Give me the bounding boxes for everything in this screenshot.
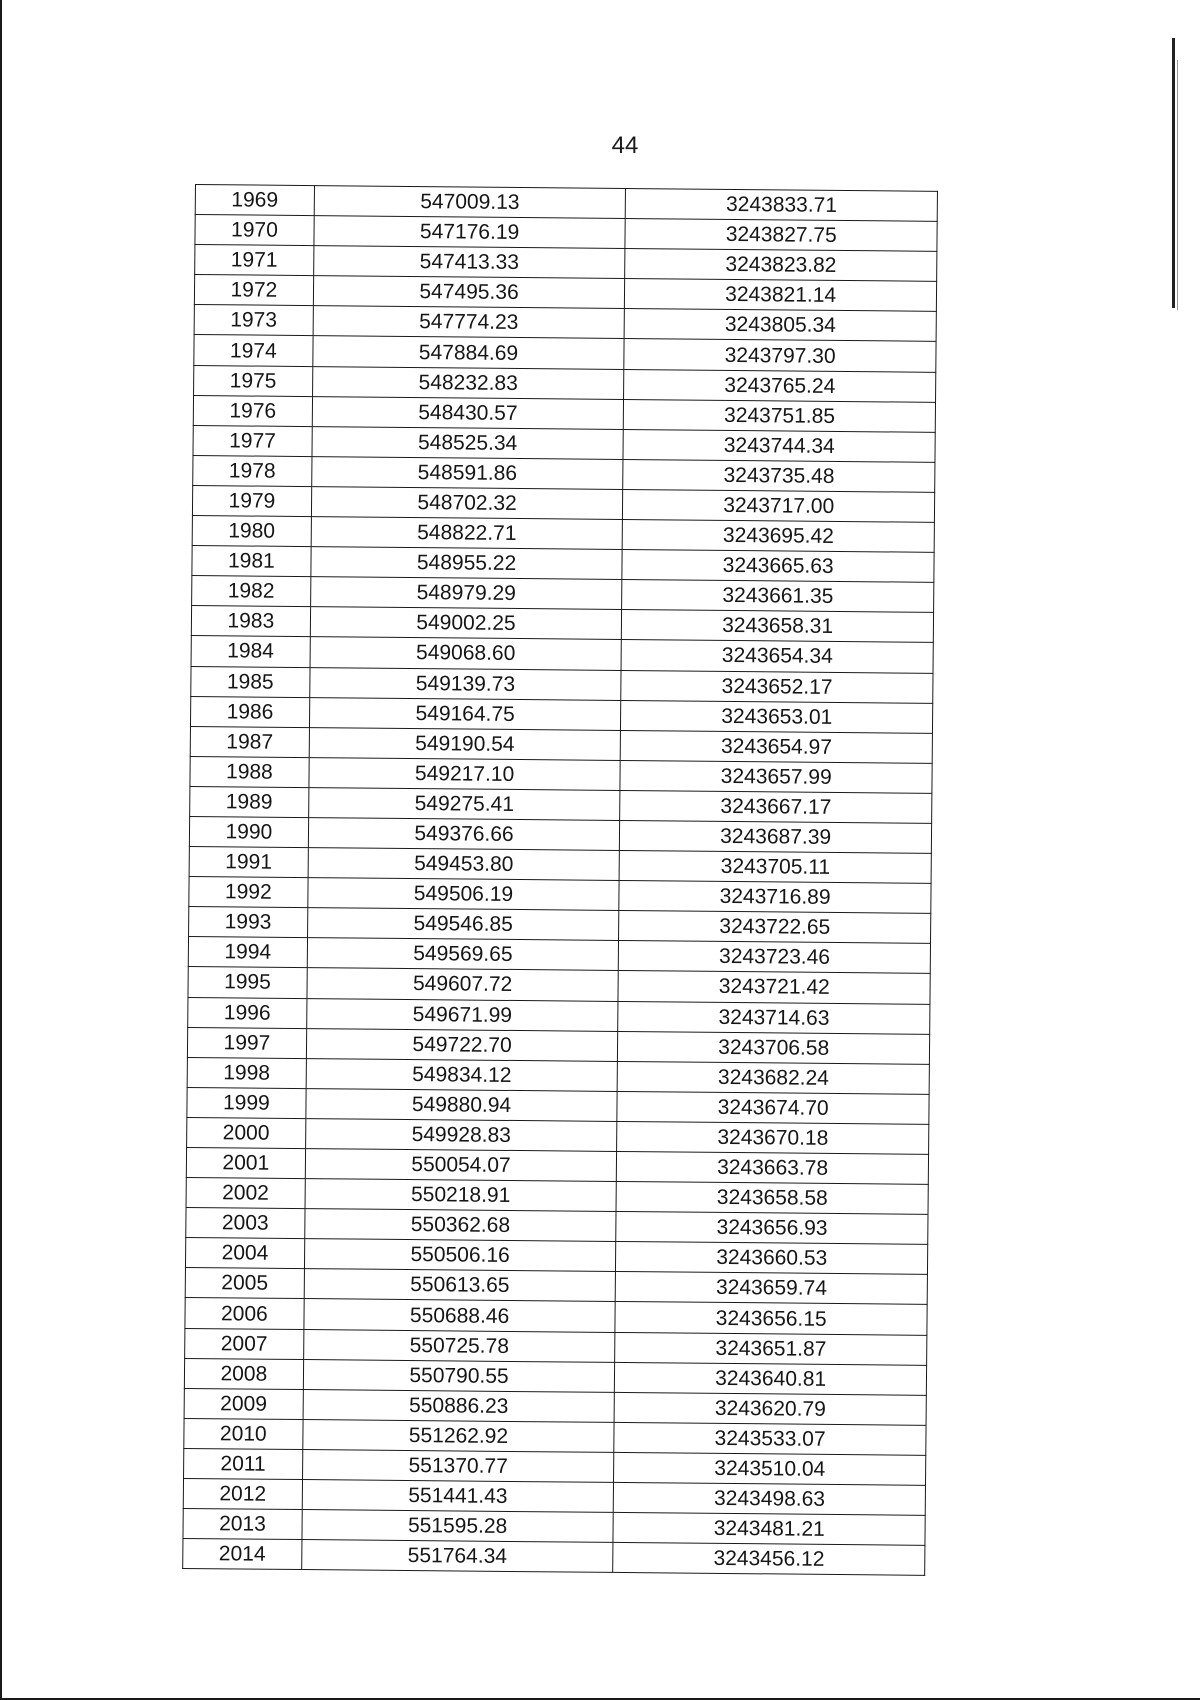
year-cell: 1971 bbox=[195, 245, 314, 276]
x-coordinate-cell: 550218.91 bbox=[305, 1179, 617, 1212]
y-coordinate-cell: 3243654.34 bbox=[621, 640, 933, 673]
year-cell: 1994 bbox=[188, 937, 307, 968]
x-coordinate-cell: 549928.83 bbox=[305, 1118, 617, 1151]
x-coordinate-cell: 549068.60 bbox=[310, 637, 622, 670]
year-cell: 1995 bbox=[188, 967, 307, 998]
y-coordinate-cell: 3243723.46 bbox=[619, 941, 931, 974]
y-coordinate-cell: 3243716.89 bbox=[619, 881, 931, 914]
y-coordinate-cell: 3243533.07 bbox=[614, 1422, 926, 1455]
y-coordinate-cell: 3243660.53 bbox=[616, 1242, 928, 1275]
year-cell: 1996 bbox=[188, 997, 307, 1028]
x-coordinate-cell: 550054.07 bbox=[305, 1149, 617, 1182]
year-cell: 1973 bbox=[194, 305, 313, 336]
x-coordinate-cell: 549190.54 bbox=[309, 727, 621, 760]
x-coordinate-cell: 551370.77 bbox=[302, 1449, 614, 1482]
y-coordinate-cell: 3243670.18 bbox=[617, 1121, 929, 1154]
x-coordinate-cell: 548232.83 bbox=[312, 366, 624, 399]
x-coordinate-cell: 551262.92 bbox=[303, 1419, 615, 1452]
x-coordinate-cell: 549002.25 bbox=[310, 607, 622, 640]
year-cell: 2009 bbox=[184, 1388, 303, 1419]
x-coordinate-cell: 548955.22 bbox=[311, 547, 623, 580]
x-coordinate-cell: 550790.55 bbox=[303, 1359, 615, 1392]
year-cell: 2000 bbox=[187, 1117, 306, 1148]
x-coordinate-cell: 547009.13 bbox=[314, 186, 626, 219]
y-coordinate-cell: 3243833.71 bbox=[626, 188, 938, 221]
x-coordinate-cell: 551595.28 bbox=[302, 1510, 614, 1543]
x-coordinate-cell: 548702.32 bbox=[311, 487, 623, 520]
x-coordinate-cell: 549546.85 bbox=[307, 908, 619, 941]
x-coordinate-cell: 550886.23 bbox=[303, 1389, 615, 1422]
x-coordinate-cell: 550688.46 bbox=[304, 1299, 616, 1332]
y-coordinate-cell: 3243663.78 bbox=[617, 1151, 929, 1184]
y-coordinate-cell: 3243751.85 bbox=[624, 399, 936, 432]
x-coordinate-cell: 549217.10 bbox=[309, 757, 621, 790]
x-coordinate-cell: 548430.57 bbox=[312, 396, 624, 429]
year-cell: 1975 bbox=[194, 365, 313, 396]
y-coordinate-cell: 3243656.93 bbox=[616, 1212, 928, 1245]
year-cell: 2011 bbox=[184, 1448, 303, 1479]
year-cell: 1985 bbox=[191, 666, 310, 697]
y-coordinate-cell: 3243722.65 bbox=[619, 911, 931, 944]
y-coordinate-cell: 3243665.63 bbox=[622, 550, 934, 583]
y-coordinate-cell: 3243657.99 bbox=[620, 760, 932, 793]
y-coordinate-cell: 3243682.24 bbox=[617, 1061, 929, 1094]
x-coordinate-cell: 551441.43 bbox=[302, 1480, 614, 1513]
year-cell: 1983 bbox=[191, 606, 310, 637]
y-coordinate-cell: 3243658.58 bbox=[616, 1182, 928, 1215]
y-coordinate-cell: 3243652.17 bbox=[621, 670, 933, 703]
year-cell: 1974 bbox=[194, 335, 313, 366]
y-coordinate-cell: 3243721.42 bbox=[618, 971, 930, 1004]
y-coordinate-cell: 3243706.58 bbox=[618, 1031, 930, 1064]
y-coordinate-cell: 3243827.75 bbox=[625, 219, 937, 252]
coordinate-table bbox=[182, 184, 938, 1576]
x-coordinate-cell: 549671.99 bbox=[306, 998, 618, 1031]
x-coordinate-cell: 548525.34 bbox=[312, 426, 624, 459]
y-coordinate-cell: 3243797.30 bbox=[624, 339, 936, 372]
y-coordinate-cell: 3243714.63 bbox=[618, 1001, 930, 1034]
y-coordinate-cell: 3243640.81 bbox=[615, 1362, 927, 1395]
year-cell: 1981 bbox=[192, 546, 311, 577]
year-cell: 1978 bbox=[193, 455, 312, 486]
x-coordinate-cell: 549569.65 bbox=[307, 938, 619, 971]
year-cell: 2008 bbox=[184, 1358, 303, 1389]
y-coordinate-cell: 3243659.74 bbox=[616, 1272, 928, 1305]
y-coordinate-cell: 3243695.42 bbox=[622, 520, 934, 553]
x-coordinate-cell: 549834.12 bbox=[306, 1058, 618, 1091]
year-cell: 1992 bbox=[189, 877, 308, 908]
y-coordinate-cell: 3243821.14 bbox=[625, 279, 937, 312]
y-coordinate-cell: 3243481.21 bbox=[613, 1513, 925, 1546]
x-coordinate-cell: 550362.68 bbox=[304, 1209, 616, 1242]
x-coordinate-cell: 549607.72 bbox=[307, 968, 619, 1001]
y-coordinate-cell: 3243651.87 bbox=[615, 1332, 927, 1365]
table-body bbox=[183, 185, 938, 1576]
year-cell: 2004 bbox=[185, 1238, 304, 1269]
year-cell: 2007 bbox=[185, 1328, 304, 1359]
year-cell: 1969 bbox=[195, 185, 314, 216]
year-cell: 2001 bbox=[186, 1147, 305, 1178]
page-number: 44 bbox=[611, 132, 639, 159]
x-coordinate-cell: 549275.41 bbox=[308, 787, 620, 820]
x-coordinate-cell: 550506.16 bbox=[304, 1239, 616, 1272]
year-cell: 2012 bbox=[183, 1478, 302, 1509]
year-cell: 2005 bbox=[185, 1268, 304, 1299]
y-coordinate-cell: 3243735.48 bbox=[623, 459, 935, 492]
scan-edge-shadow bbox=[1177, 60, 1178, 310]
y-coordinate-cell: 3243687.39 bbox=[620, 820, 932, 853]
y-coordinate-cell: 3243717.00 bbox=[623, 489, 935, 522]
x-coordinate-cell: 551764.34 bbox=[301, 1540, 613, 1573]
year-cell: 1991 bbox=[189, 847, 308, 878]
year-cell: 1984 bbox=[191, 636, 310, 667]
year-cell: 1976 bbox=[193, 395, 312, 426]
x-coordinate-cell: 549880.94 bbox=[306, 1088, 618, 1121]
year-cell: 1990 bbox=[189, 816, 308, 847]
y-coordinate-cell: 3243667.17 bbox=[620, 790, 932, 823]
x-coordinate-cell: 549164.75 bbox=[309, 697, 621, 730]
y-coordinate-cell: 3243510.04 bbox=[614, 1452, 926, 1485]
x-coordinate-cell: 550725.78 bbox=[303, 1329, 615, 1362]
y-coordinate-cell: 3243823.82 bbox=[625, 249, 937, 282]
year-cell: 1997 bbox=[187, 1027, 306, 1058]
x-coordinate-cell: 549453.80 bbox=[308, 848, 620, 881]
x-coordinate-cell: 549506.19 bbox=[308, 878, 620, 911]
year-cell: 2003 bbox=[186, 1208, 305, 1239]
y-coordinate-cell: 3243658.31 bbox=[622, 610, 934, 643]
x-coordinate-cell: 549139.73 bbox=[310, 667, 622, 700]
y-coordinate-cell: 3243456.12 bbox=[613, 1543, 925, 1576]
x-coordinate-cell: 548591.86 bbox=[311, 456, 623, 489]
x-coordinate-cell: 547774.23 bbox=[313, 306, 625, 339]
x-coordinate-cell: 548822.71 bbox=[311, 517, 623, 550]
year-cell: 1998 bbox=[187, 1057, 306, 1088]
year-cell: 1986 bbox=[190, 696, 309, 727]
y-coordinate-cell: 3243805.34 bbox=[624, 309, 936, 342]
x-coordinate-cell: 547884.69 bbox=[313, 336, 625, 369]
year-cell: 1999 bbox=[187, 1087, 306, 1118]
year-cell: 2010 bbox=[184, 1418, 303, 1449]
year-cell: 1972 bbox=[194, 275, 313, 306]
year-cell: 1979 bbox=[192, 485, 311, 516]
year-cell: 1977 bbox=[193, 425, 312, 456]
y-coordinate-cell: 3243654.97 bbox=[621, 730, 933, 763]
year-cell: 2006 bbox=[185, 1298, 304, 1329]
table-row bbox=[183, 1539, 925, 1576]
year-cell: 1980 bbox=[192, 516, 311, 547]
year-cell: 1970 bbox=[195, 215, 314, 246]
y-coordinate-cell: 3243653.01 bbox=[621, 700, 933, 733]
x-coordinate-cell: 548979.29 bbox=[310, 577, 622, 610]
x-coordinate-cell: 549722.70 bbox=[306, 1028, 618, 1061]
year-cell: 1993 bbox=[189, 907, 308, 938]
year-cell: 2013 bbox=[183, 1509, 302, 1540]
year-cell: 1988 bbox=[190, 756, 309, 787]
y-coordinate-cell: 3243744.34 bbox=[623, 429, 935, 462]
year-cell: 2014 bbox=[183, 1539, 302, 1570]
year-cell: 2002 bbox=[186, 1178, 305, 1209]
x-coordinate-cell: 549376.66 bbox=[308, 818, 620, 851]
x-coordinate-cell: 550613.65 bbox=[304, 1269, 616, 1302]
y-coordinate-cell: 3243765.24 bbox=[624, 369, 936, 402]
y-coordinate-cell: 3243656.15 bbox=[615, 1302, 927, 1335]
y-coordinate-cell: 3243498.63 bbox=[614, 1482, 926, 1515]
y-coordinate-cell: 3243620.79 bbox=[614, 1392, 926, 1425]
x-coordinate-cell: 547495.36 bbox=[313, 276, 625, 309]
year-cell: 1982 bbox=[192, 576, 311, 607]
year-cell: 1987 bbox=[190, 726, 309, 757]
y-coordinate-cell: 3243705.11 bbox=[619, 851, 931, 884]
year-cell: 1989 bbox=[190, 786, 309, 817]
x-coordinate-cell: 547413.33 bbox=[313, 246, 625, 279]
x-coordinate-cell: 547176.19 bbox=[314, 216, 626, 249]
y-coordinate-cell: 3243661.35 bbox=[622, 580, 934, 613]
scan-edge-mark bbox=[1172, 38, 1175, 308]
y-coordinate-cell: 3243674.70 bbox=[617, 1091, 929, 1124]
